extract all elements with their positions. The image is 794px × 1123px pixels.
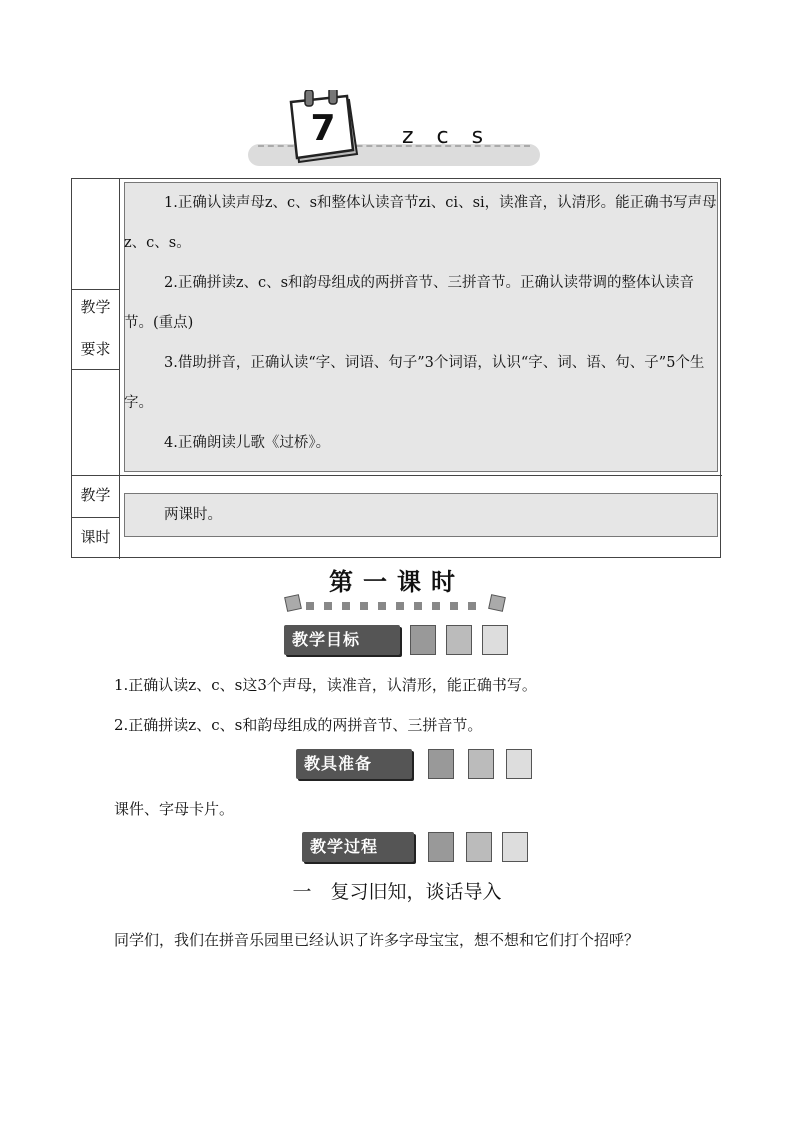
step-heading: 一 复习旧知，谈话导入	[292, 881, 502, 903]
requirement-item: 1.正确认读声母z、c、s和整体认读音节zi、ci、si，读准音，认清形。能正确书写声母z、c、s。	[124, 195, 717, 251]
goal-item: 2.正确拼读z、c、s和韵母组成的两拼音节、三拼音节。	[114, 716, 483, 734]
label-square	[446, 625, 472, 655]
process-label: 教学过程	[302, 832, 414, 862]
label-square	[482, 625, 508, 655]
tools-label-row	[296, 749, 536, 781]
requirements-header-1: 教学	[80, 298, 111, 316]
section-divider	[284, 592, 510, 616]
requirement-item: 3.借助拼音，正确认读“字、词语、句子”3个词语，认识“字、词、语、句、子”5个生字。	[124, 355, 705, 411]
requirements-header-2: 要求	[80, 340, 111, 358]
label-square	[506, 749, 532, 779]
requirement-list	[124, 183, 718, 463]
requirement-item: 2.正确拼读z、c、s和韵母组成的两拼音节、三拼音节。正确认读带调的整体认读音节。(重点)	[124, 275, 695, 331]
process-label-row	[302, 832, 532, 864]
goals-label: 教学目标	[284, 625, 400, 655]
hours-header-1: 教学	[80, 486, 111, 504]
goal-item: 1.正确认读z、c、s这3个声母，读准音，认清形，能正确书写。	[114, 676, 537, 694]
label-square	[502, 832, 528, 862]
requirement-item: 4.正确朗读儿歌《过桥》。	[164, 435, 331, 451]
requirements-table	[71, 178, 721, 558]
tools-text: 课件、字母卡片。	[114, 800, 235, 818]
section-title: 第一课时	[329, 568, 465, 596]
hours-value-text: 两课时。	[164, 507, 222, 523]
hours-header-2: 课时	[80, 528, 111, 546]
label-square	[410, 625, 436, 655]
tools-label: 教具准备	[296, 749, 412, 779]
label-square	[428, 749, 454, 779]
lesson-title: z c s	[402, 124, 492, 149]
label-square	[468, 749, 494, 779]
goals-label-row	[284, 625, 514, 657]
calendar-icon	[287, 90, 363, 166]
hours-value	[124, 495, 718, 535]
label-square	[428, 832, 454, 862]
step-text: 同学们，我们在拼音乐园里已经认识了许多字母宝宝，想不想和它们打个招呼？	[114, 931, 640, 949]
label-square	[466, 832, 492, 862]
lesson-number: 7	[310, 108, 336, 149]
